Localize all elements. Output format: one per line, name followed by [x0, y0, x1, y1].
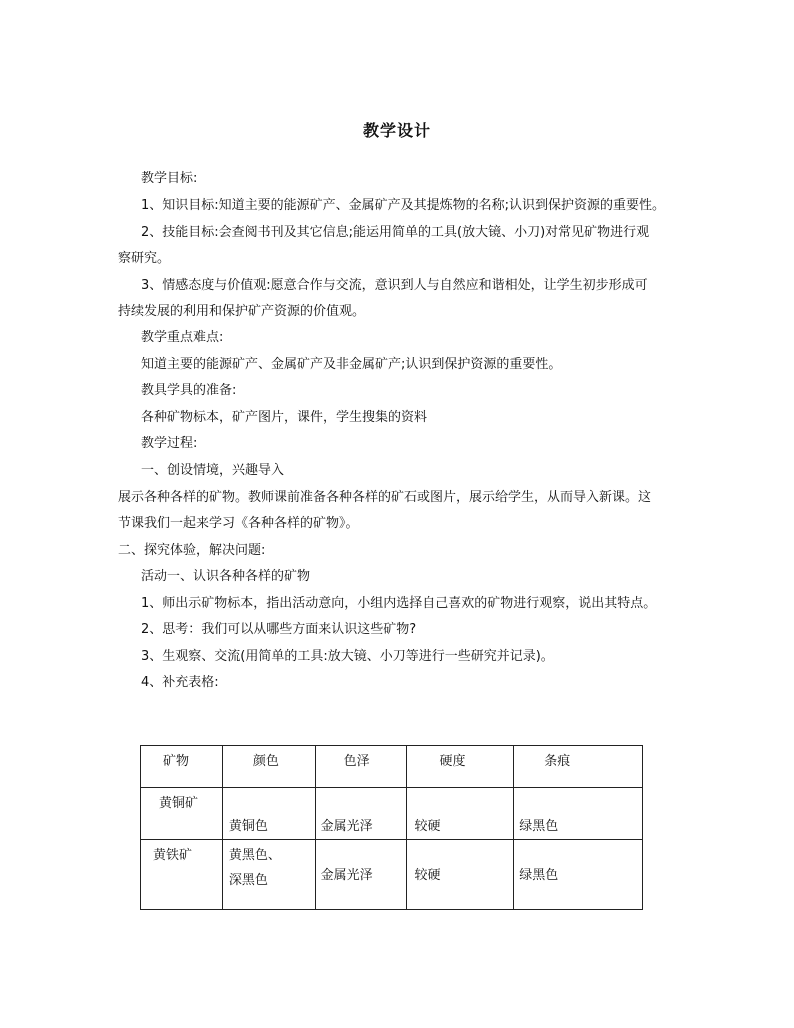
process-heading: 教学过程: — [141, 436, 198, 451]
document-title: 教学设计 — [362, 121, 431, 140]
activity-step-4: 4、补充表格: — [141, 675, 219, 690]
table-header-cell: 矿物 — [141, 746, 223, 788]
table-cell: 黄铜矿 — [141, 788, 223, 840]
table-cell: 绿黑色 — [514, 788, 643, 840]
teaching-goals-heading: 教学目标: — [141, 171, 198, 186]
materials-line: 各种矿物标本，矿产图片，课件，学生搜集的资料 — [141, 410, 428, 425]
skill-goal-line: 2、技能目标:会查阅书刊及其它信息;能运用简单的工具(放大镜、小刀)对常见矿物进行观 — [141, 225, 650, 240]
step-one-heading: 一、创设情境，兴趣导入 — [141, 463, 285, 478]
table-header-cell: 硬度 — [407, 746, 514, 788]
activity-step-3: 3、生观察、交流(用简单的工具:放大镜、小刀等进行一些研究并记录)。 — [141, 649, 554, 664]
table-header-cell: 色泽 — [315, 746, 407, 788]
table-cell: 较硬 — [407, 840, 514, 910]
table-header-row — [141, 746, 643, 788]
table-row — [141, 788, 643, 840]
activity-one-heading: 活动一、认识各种各样的矿物 — [141, 569, 311, 584]
materials-heading: 教具学具的准备: — [141, 383, 237, 398]
table-cell: 黄铜色 — [222, 788, 315, 840]
key-points-heading: 教学重点难点: — [141, 330, 224, 345]
step-one-line-cont: 节课我们一起来学习《各种各样的矿物》。 — [118, 516, 359, 531]
key-points-line: 知道主要的能源矿产、金属矿产及非金属矿产;认识到保护资源的重要性。 — [141, 357, 562, 372]
table-row — [141, 840, 643, 910]
table-header-cell: 颜色 — [222, 746, 315, 788]
activity-step-2: 2、思考：我们可以从哪些方面来认识这些矿物? — [141, 622, 417, 637]
attitude-goal-line: 3、情感态度与价值观:愿意合作与交流，意识到人与自然应和谐相处，让学生初步形成可 — [141, 278, 648, 293]
attitude-goal-line-cont: 持续发展的利用和保护矿产资源的价值观。 — [118, 304, 366, 319]
mineral-table — [140, 745, 643, 910]
table-cell: 绿黑色 — [514, 840, 643, 910]
step-one-line: 展示各种各样的矿物。教师课前准备各种各样的矿石或图片，展示给学生，从而导入新课。这 — [118, 490, 652, 505]
table-cell: 黄铁矿 — [141, 840, 223, 910]
step-two-heading: 二、探究体验，解决问题: — [118, 543, 266, 558]
knowledge-goal-line: 1、知识目标:知道主要的能源矿产、金属矿产及其提炼物的名称;认识到保护资源的重要性。 — [141, 198, 666, 213]
table-cell: 金属光泽 — [315, 840, 407, 910]
table-header-cell: 条痕 — [514, 746, 643, 788]
table-cell: 较硬 — [407, 788, 514, 840]
table-cell: 金属光泽 — [315, 788, 407, 840]
table-cell: 黄黑色、 深黑色 — [222, 840, 315, 910]
skill-goal-line-cont: 察研究。 — [118, 251, 171, 266]
activity-step-1: 1、师出示矿物标本，指出活动意向，小组内选择自己喜欢的矿物进行观察，说出其特点。 — [141, 596, 657, 611]
